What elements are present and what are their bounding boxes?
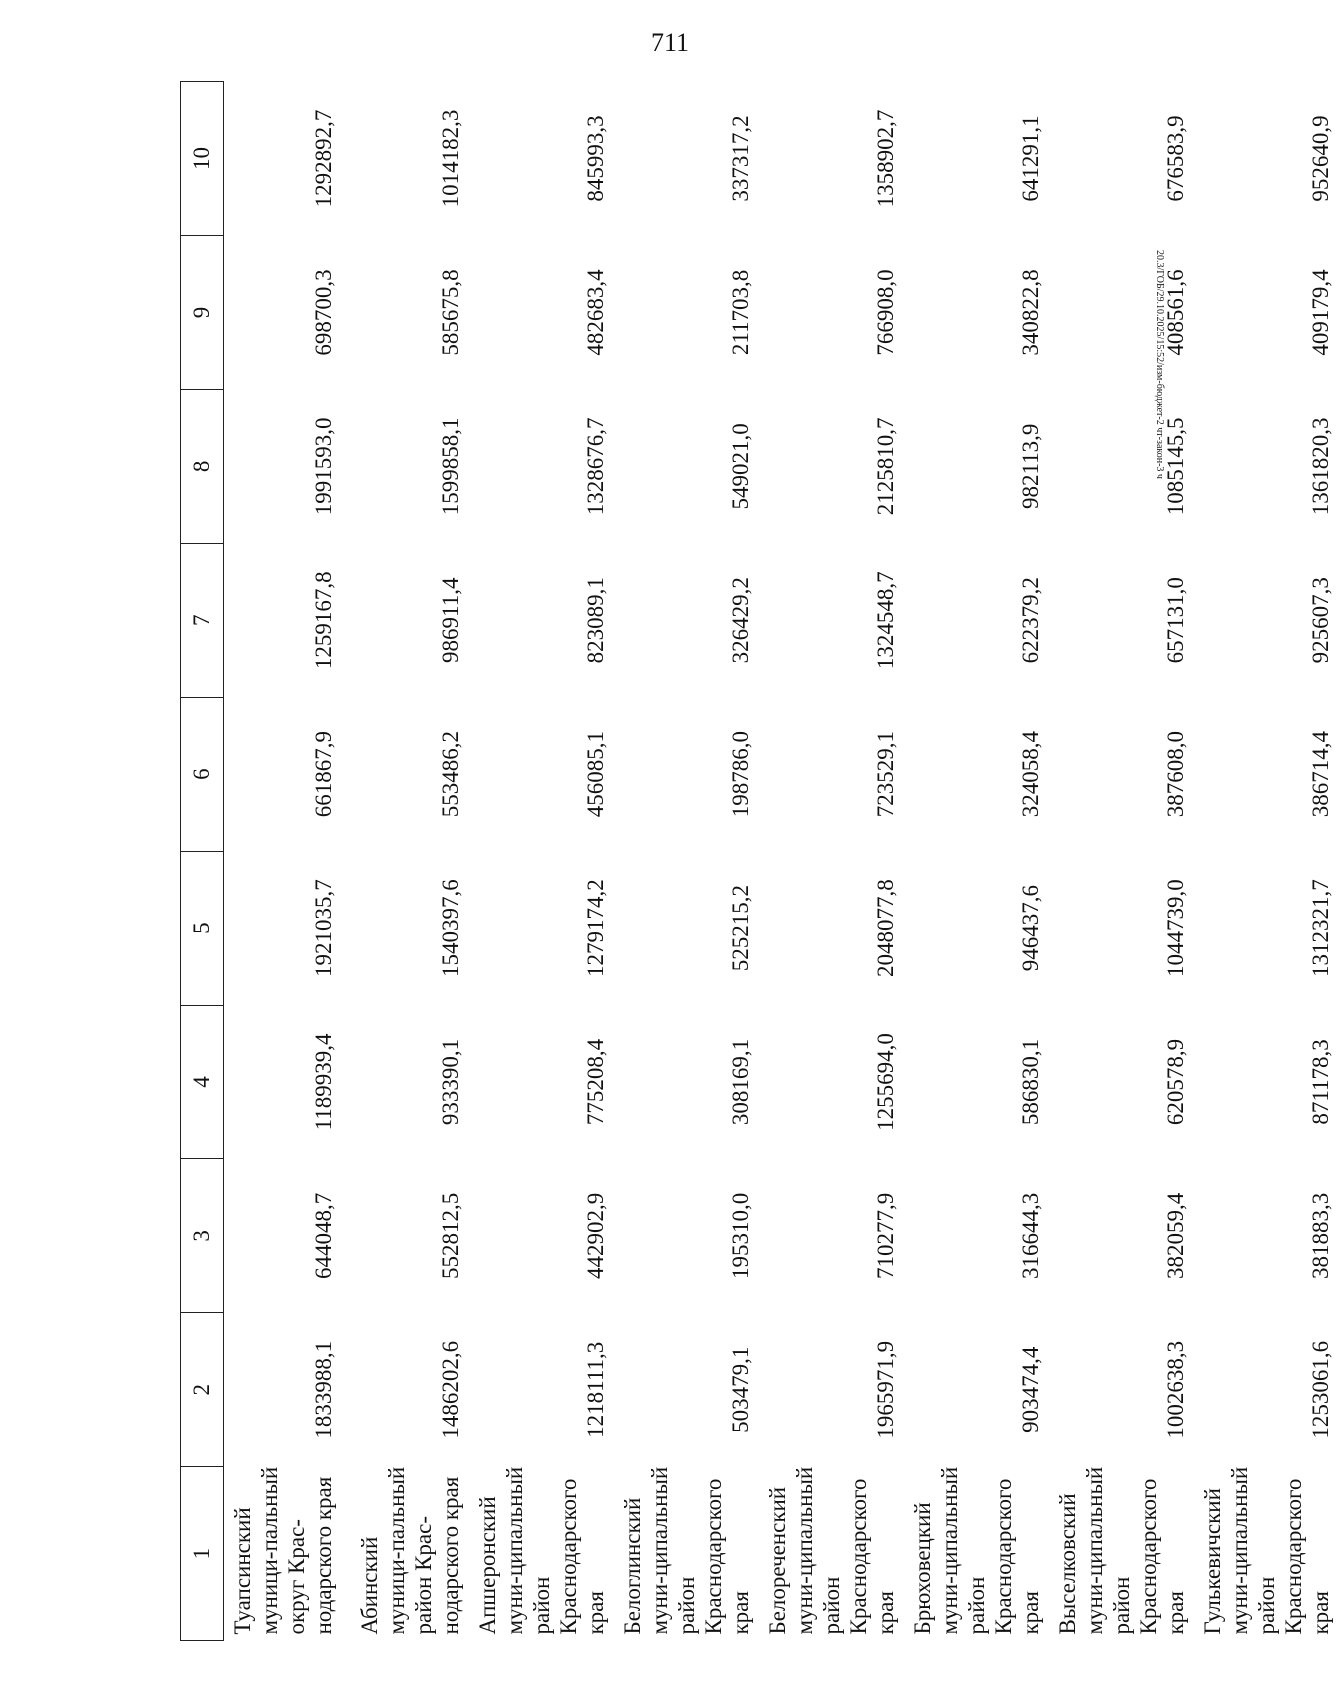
table-cell: 644048,7	[311, 1192, 336, 1279]
municipality-name: Гулькевичский муни-ципальный район Краснодарского края	[1200, 1466, 1333, 1635]
table-cell: 1218111,3	[583, 1341, 608, 1438]
table-cell: 986911,4	[438, 577, 463, 663]
column-header: 6	[181, 697, 224, 851]
table-cell: 308169,1	[728, 1038, 753, 1126]
table-cell: 903474,4	[1018, 1346, 1043, 1433]
table-cell: 982113,9	[1018, 423, 1043, 510]
municipality-name: Туапсинский муници-пальный округ Крас-нодарского края	[230, 1466, 336, 1635]
table-cell: 657131,0	[1163, 577, 1188, 664]
table-cell: 1599858,1	[438, 417, 463, 516]
table-cell: 845993,3	[583, 115, 608, 202]
municipality-name: Белоглинский муни-ципальный район Краснодарского края	[620, 1466, 753, 1635]
table-cell: 1921035,7	[311, 879, 336, 977]
table-cell: 661867,9	[311, 731, 336, 818]
table-cell: 823089,1	[583, 577, 608, 664]
table-cell: 766908,0	[873, 269, 898, 356]
table-cell: 337317,2	[728, 115, 753, 202]
table-cell: 525215,2	[728, 884, 753, 972]
table-cell: 549021,0	[728, 423, 753, 510]
table-cell: 2125810,7	[873, 417, 898, 516]
table-cell: 723529,1	[873, 731, 898, 818]
table-body	[224, 82, 1344, 1641]
table-cell: 622379,2	[1018, 577, 1043, 664]
table-cell: 386714,4	[1308, 731, 1333, 818]
table-cell: 1328676,7	[583, 417, 608, 516]
table-cell: 442902,9	[583, 1192, 608, 1279]
table-cell: 775208,4	[583, 1038, 608, 1126]
table-cell: 1833988,1	[311, 1340, 336, 1439]
table-row	[351, 82, 474, 1641]
budget-table	[180, 81, 1344, 1641]
table-cell: 482683,4	[583, 269, 608, 356]
column-header: 4	[181, 1005, 224, 1159]
table-cell: 326429,2	[728, 577, 753, 664]
table-cell: 1255694,0	[873, 1033, 898, 1131]
table-cell: 952640,9	[1308, 115, 1333, 202]
table-cell: 710277,9	[873, 1192, 898, 1279]
table-cell: 1540397,6	[438, 879, 463, 977]
table-cell: 1014182,3	[438, 109, 463, 208]
table-cell: 946437,6	[1018, 884, 1043, 972]
table-cell: 871178,3	[1308, 1039, 1333, 1125]
table-cell: 1358902,7	[873, 109, 898, 208]
table-cell: 316644,3	[1018, 1192, 1043, 1279]
municipality-name: Абинский муници-пальный район Крас-нодарского края	[357, 1466, 463, 1635]
municipality-name: Брюховецкий муни-ципальный район Краснодарского края	[910, 1466, 1043, 1635]
municipality-name: Апшеронский муни-ципальный район Краснодарского края	[475, 1466, 608, 1635]
table-cell: 1486202,6	[438, 1340, 463, 1439]
table-cell: 1189939,4	[311, 1033, 336, 1131]
table-cell: 456085,1	[583, 731, 608, 818]
column-header: 3	[181, 1159, 224, 1313]
table-cell: 676583,9	[1163, 115, 1188, 202]
page-number: 711	[650, 28, 690, 57]
table-cell: 1324548,7	[873, 571, 898, 670]
table-cell: 195310,0	[728, 1192, 753, 1279]
table-row	[1199, 82, 1344, 1641]
table-cell: 387608,0	[1163, 731, 1188, 818]
column-header: 5	[181, 851, 224, 1005]
table-cell: 641291,1	[1018, 115, 1043, 202]
column-header: 2	[181, 1313, 224, 1467]
table-cell: 620578,9	[1163, 1038, 1188, 1126]
table-row	[764, 82, 909, 1641]
table-cell: 553486,2	[438, 731, 463, 818]
table-cell: 382059,4	[1163, 1192, 1188, 1279]
table-cell: 1279174,2	[583, 879, 608, 977]
table-cell: 1259167,8	[311, 571, 336, 670]
table-cell: 1312321,7	[1308, 879, 1333, 977]
header-row	[181, 82, 224, 1641]
table-cell: 340822,8	[1018, 269, 1043, 356]
table-cell: 1085145,5	[1163, 417, 1188, 516]
table-row	[619, 82, 764, 1641]
table-cell: 1002638,3	[1163, 1340, 1188, 1439]
column-header: 1	[181, 1467, 224, 1641]
table-cell: 1965971,9	[873, 1340, 898, 1439]
table-cell: 381883,3	[1308, 1192, 1333, 1279]
table-row	[1054, 82, 1199, 1641]
table-cell: 1361820,3	[1308, 417, 1333, 516]
table-cell: 1292892,7	[311, 109, 336, 208]
municipality-name: Выселковский муни-ципальный район Краснодарского края	[1055, 1466, 1188, 1635]
table-cell: 586830,1	[1018, 1038, 1043, 1126]
table-cell: 698700,3	[311, 269, 336, 356]
table-row	[224, 82, 352, 1641]
document-code: 20.3/ГОБ/29.10.2025/15:52/изм-бюджет-2 чт-закон-3 ч	[1154, 250, 1165, 479]
column-header: 9	[181, 235, 224, 389]
table-cell: 409179,4	[1308, 269, 1333, 356]
table-row	[474, 82, 619, 1641]
column-header: 10	[181, 82, 224, 236]
table-cell: 211703,8	[728, 269, 753, 356]
table-cell: 1044739,0	[1163, 879, 1188, 977]
column-header: 8	[181, 389, 224, 543]
table-row	[909, 82, 1054, 1641]
table-cell: 585675,8	[438, 269, 463, 356]
table-cell: 324058,4	[1018, 731, 1043, 818]
table-cell: 503479,1	[728, 1346, 753, 1433]
municipality-name: Белореченский муни-ципальный район Краснодарского края	[765, 1466, 898, 1635]
column-header: 7	[181, 543, 224, 697]
table-cell: 933390,1	[438, 1038, 463, 1126]
table-cell: 408561,6	[1163, 269, 1188, 356]
table-cell: 1253061,6	[1308, 1340, 1333, 1439]
table-cell: 198786,0	[728, 731, 753, 818]
table-cell: 1991593,0	[311, 417, 336, 516]
table-cell: 552812,5	[438, 1192, 463, 1279]
table-cell: 925607,3	[1308, 577, 1333, 664]
table-cell: 2048077,8	[873, 879, 898, 977]
